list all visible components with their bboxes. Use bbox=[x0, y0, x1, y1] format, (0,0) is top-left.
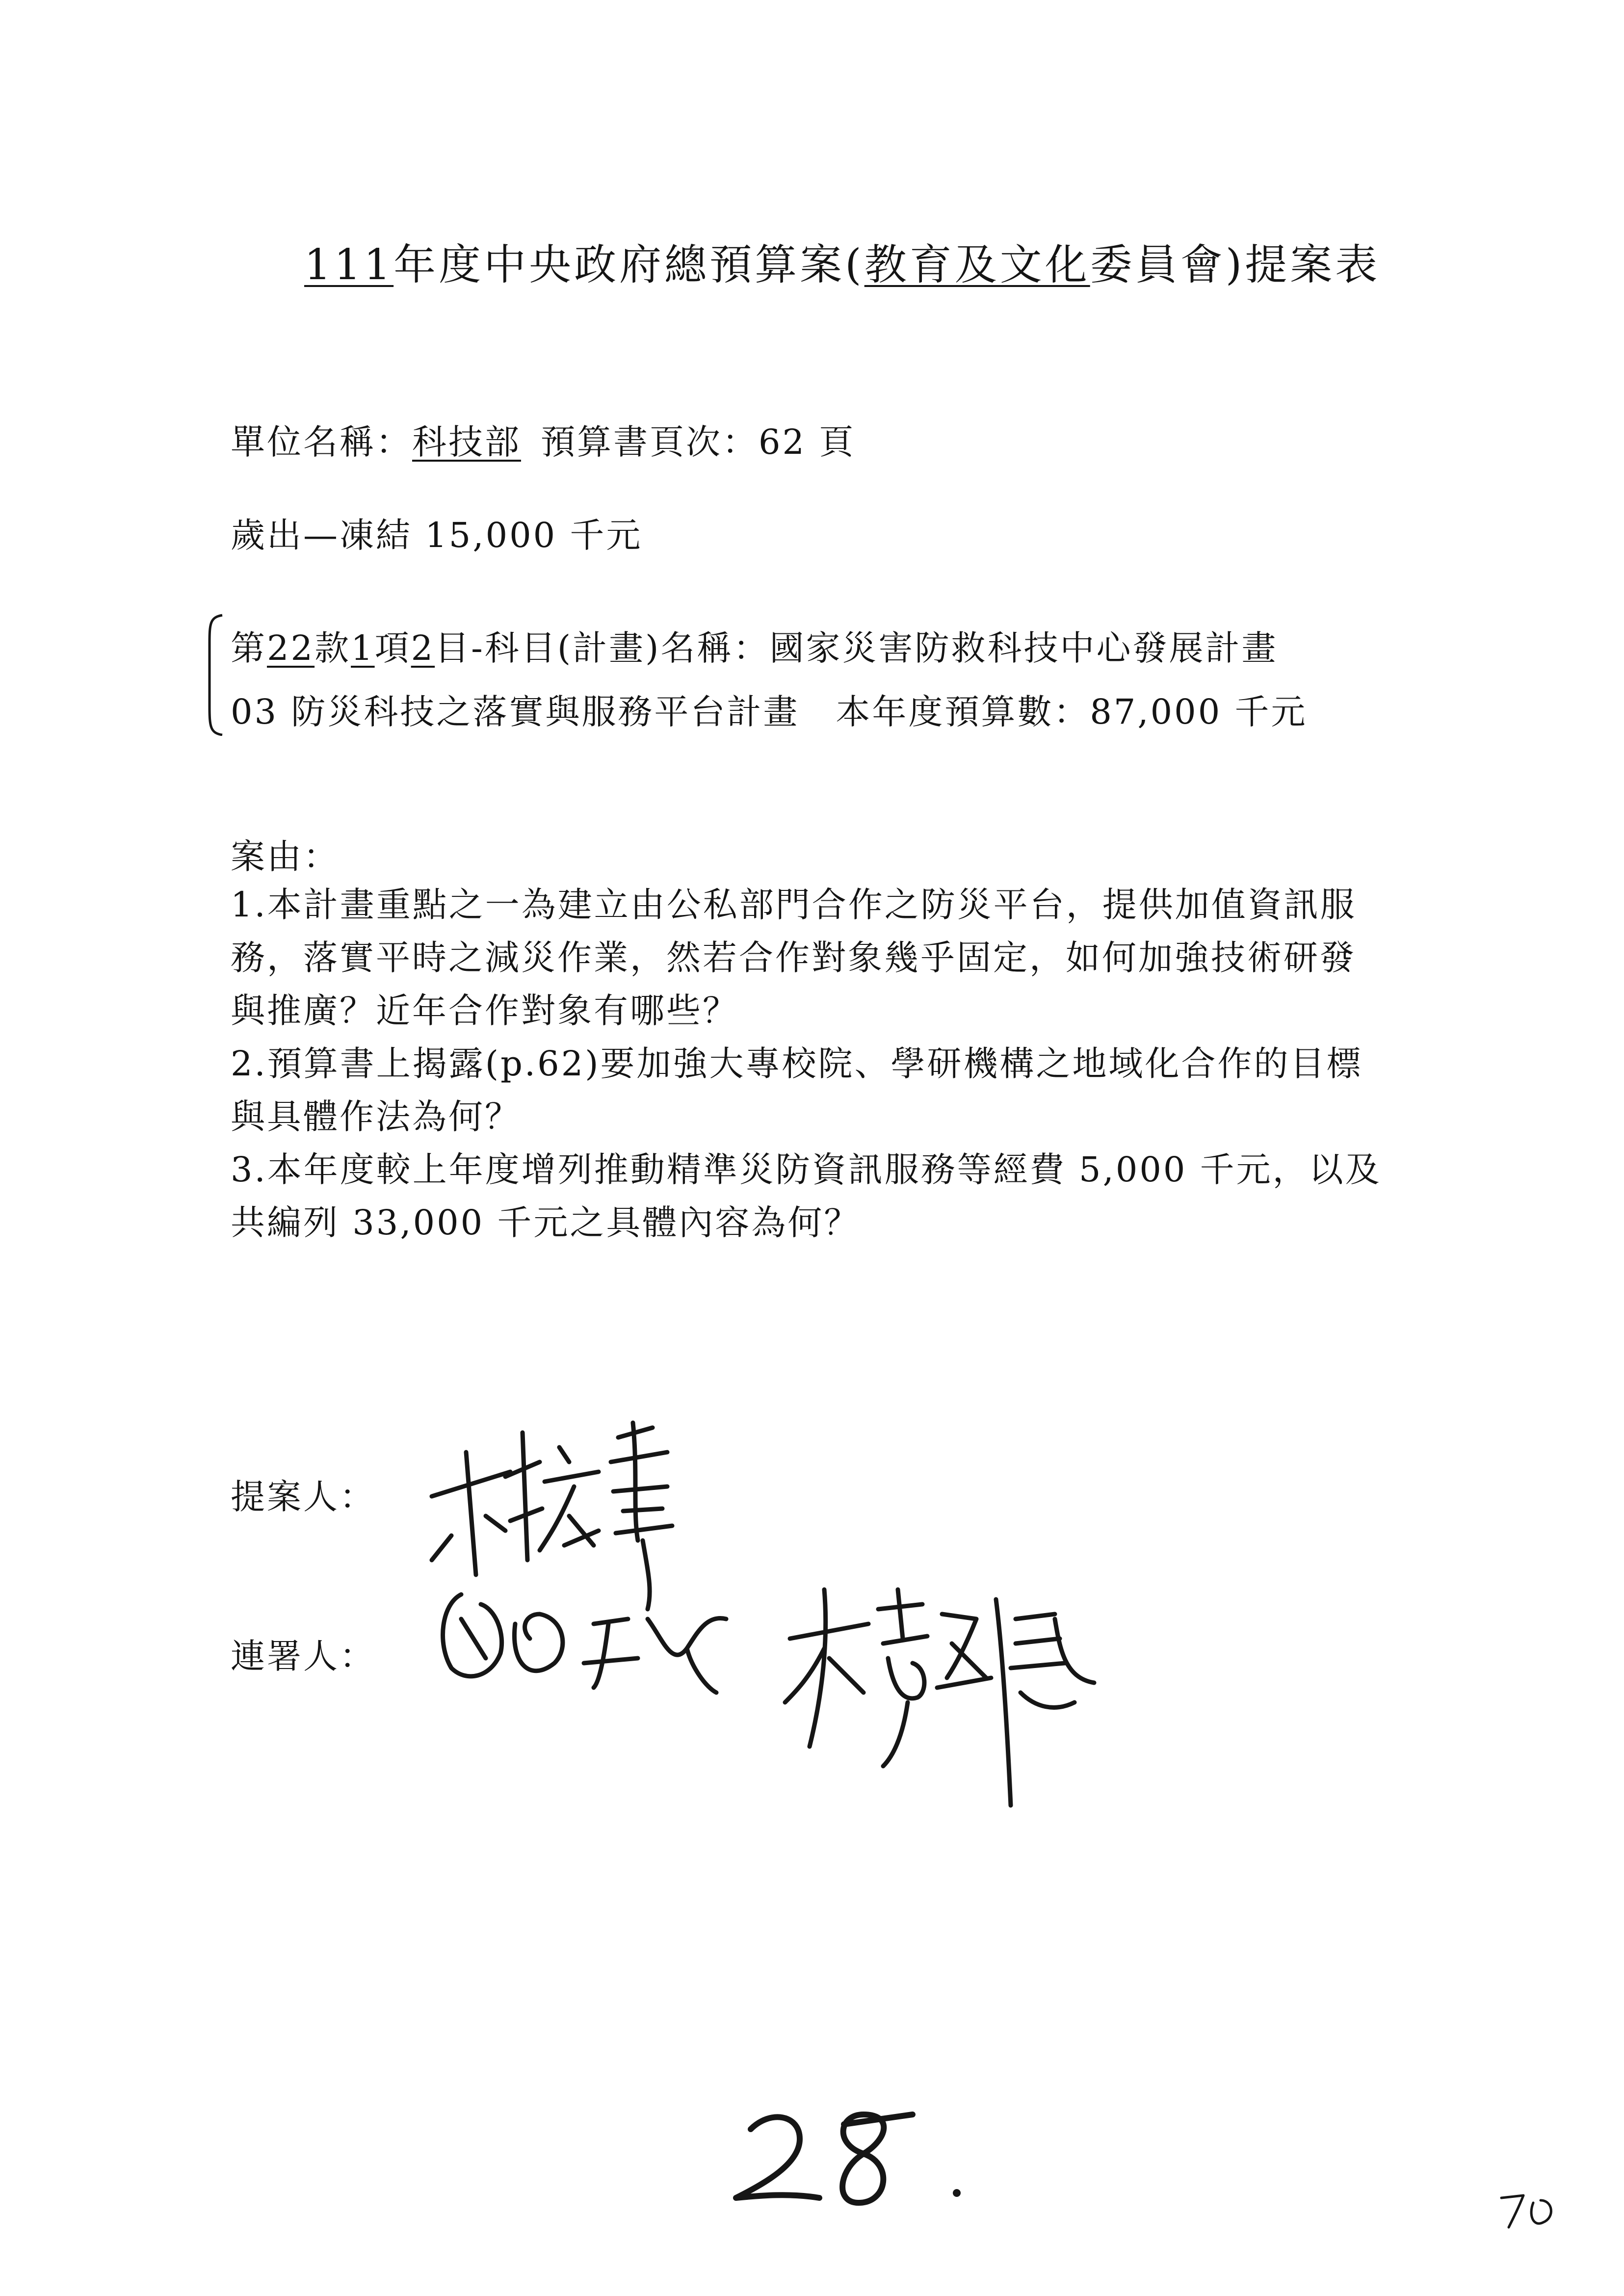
unit-line bbox=[231, 415, 855, 464]
title-part2: 委員會)提案表 bbox=[1090, 240, 1381, 289]
unit-label: 單位名稱： bbox=[231, 422, 412, 462]
bracket-mark bbox=[204, 613, 223, 736]
expense-line: 歲出—凍結 15,000 千元 bbox=[231, 515, 643, 555]
item-kuan-suffix: 款 bbox=[314, 628, 351, 668]
title-committee: 教育及文化 bbox=[864, 240, 1090, 289]
reason-label: 案由： bbox=[231, 836, 340, 877]
page-title bbox=[304, 231, 1380, 291]
budget-page-label: 預算書頁次：62 頁 bbox=[541, 422, 856, 462]
item-line-2: 03 防災科技之落實與服務平台計畫 本年度預算數：87,000 千元 bbox=[231, 692, 1308, 732]
proposer-label: 提案人： bbox=[231, 1477, 376, 1517]
item-mu: 2 bbox=[411, 628, 435, 668]
reason-line: 務，落實平時之減災作業，然若合作對象幾乎固定，如何加強技術研發 bbox=[231, 938, 1356, 978]
reason-body bbox=[231, 878, 1382, 1249]
item-kuan: 22 bbox=[267, 628, 315, 668]
reason-line: 與推廣？近年合作對象有哪些？ bbox=[231, 991, 739, 1031]
cosigner-label: 連署人： bbox=[231, 1636, 376, 1676]
handwritten-number bbox=[716, 2095, 991, 2222]
item-xiang: 1 bbox=[351, 628, 375, 668]
item-line-1 bbox=[231, 621, 1278, 670]
item-xiang-suffix: 項 bbox=[374, 628, 411, 668]
item-mu-suffix: 目-科目(計畫)名稱：國家災害防救科技中心發展計畫 bbox=[435, 628, 1278, 668]
title-part1: 年度中央政府總預算案( bbox=[393, 240, 864, 289]
cosigner-signature-2 bbox=[780, 1580, 1099, 1805]
unit-name: 科技部 bbox=[412, 422, 521, 462]
reason-line: 2.預算書上揭露(p.62)要加強大專校院、學研機構之地域化合作的目標 bbox=[231, 1044, 1363, 1084]
corner-mark bbox=[1496, 2188, 1565, 2232]
item-prefix: 第 bbox=[231, 628, 267, 668]
reason-line: 1.本計畫重點之一為建立由公私部門合作之防災平台，提供加值資訊服 bbox=[231, 885, 1357, 925]
reason-line: 與具體作法為何？ bbox=[231, 1096, 521, 1137]
reason-line: 3.本年度較上年度增列推動精準災防資訊服務等經費 5,000 千元，以及 bbox=[231, 1149, 1382, 1190]
title-year: 111 bbox=[304, 240, 394, 289]
reason-line: 共編列 33,000 千元之具體內容為何？ bbox=[231, 1202, 861, 1243]
cosigner-signature-1 bbox=[432, 1565, 765, 1712]
